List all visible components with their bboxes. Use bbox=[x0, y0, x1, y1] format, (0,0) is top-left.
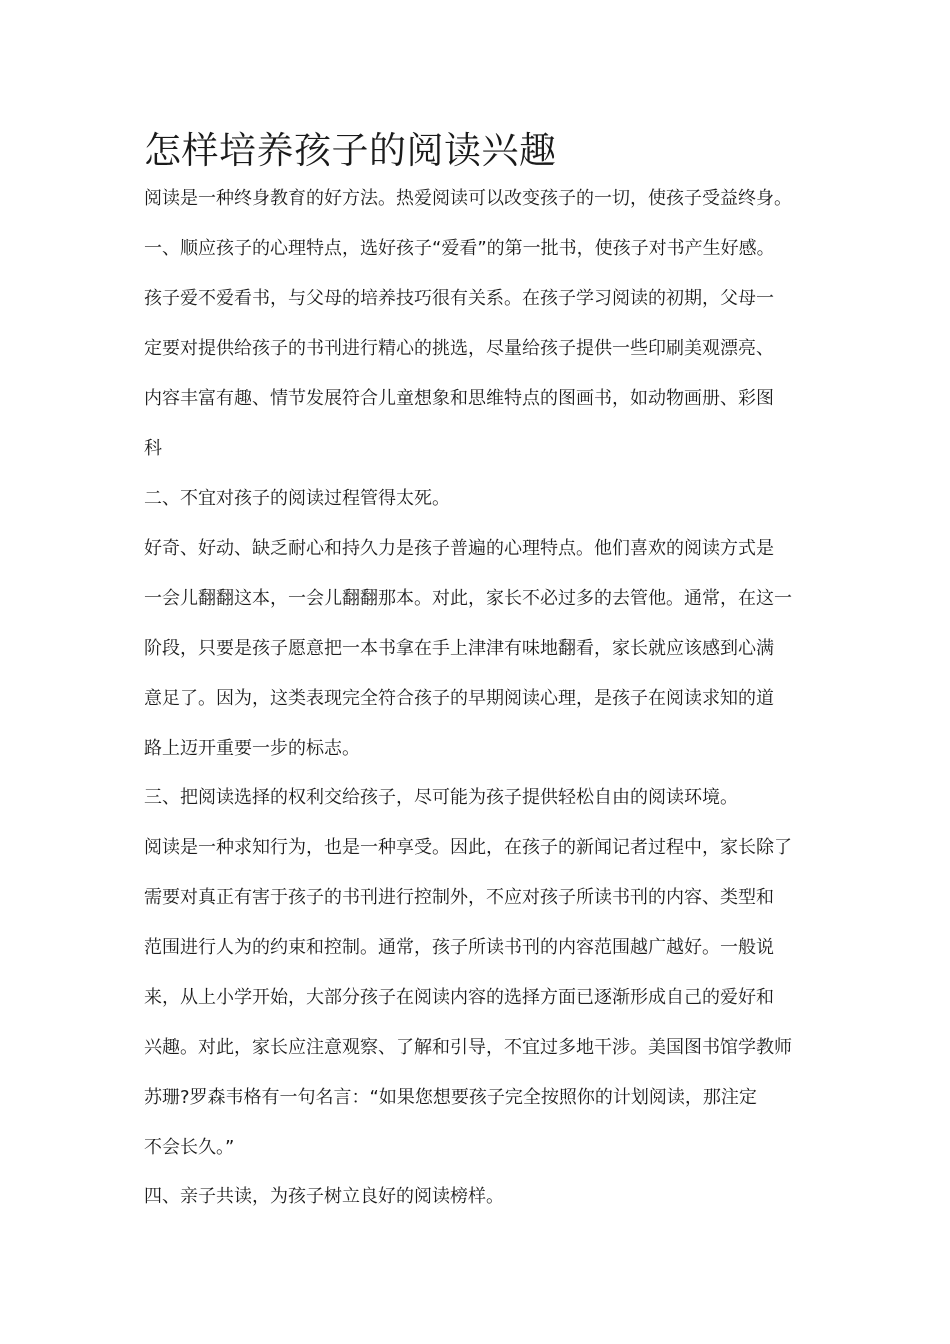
body-line: 需要对真正有害于孩子的书刊进行控制外，不应对孩子所读书刊的内容、类型和 bbox=[144, 887, 774, 908]
body-line: 科 bbox=[144, 438, 162, 459]
body-line: 内容丰富有趣、情节发展符合儿童想象和思维特点的图画书，如动物画册、彩图 bbox=[144, 388, 774, 409]
body-line: 阅读是一种求知行为，也是一种享受。因此，在孩子的新闻记者过程中，家长除了 bbox=[144, 837, 792, 858]
section-1-heading: 一、顺应孩子的心理特点，选好孩子“爱看”的第一批书，使孩子对书产生好感。 bbox=[144, 238, 775, 259]
section-2-heading: 二、不宜对孩子的阅读过程管得太死。 bbox=[144, 488, 450, 509]
body-line: 阶段，只要是孩子愿意把一本书拿在手上津津有味地翻看，家长就应该感到心满 bbox=[144, 638, 774, 659]
body-line: 孩子爱不爱看书，与父母的培养技巧很有关系。在孩子学习阅读的初期，父母一 bbox=[144, 288, 774, 309]
section-4-heading: 四、亲子共读，为孩子树立良好的阅读榜样。 bbox=[144, 1186, 504, 1207]
section-2-body bbox=[144, 524, 792, 774]
body-line: 定要对提供给孩子的书刊进行精心的挑选，尽量给孩子提供一些印刷美观漂亮、 bbox=[144, 338, 774, 359]
body-line: 路上迈开重要一步的标志。 bbox=[144, 738, 360, 759]
section-1-body bbox=[144, 274, 774, 474]
document-title: 怎样培养孩子的阅读兴趣 bbox=[144, 129, 557, 172]
body-line: 好奇、好动、缺乏耐心和持久力是孩子普遍的心理特点。他们喜欢的阅读方式是 bbox=[144, 538, 774, 559]
body-line: 苏珊?罗森韦格有一句名言：“如果您想要孩子完全按照你的计划阅读，那注定 bbox=[144, 1087, 757, 1108]
body-line: 不会长久。” bbox=[144, 1137, 235, 1158]
body-line: 意足了。因为，这类表现完全符合孩子的早期阅读心理，是孩子在阅读求知的道 bbox=[144, 688, 774, 709]
section-3-body bbox=[144, 823, 792, 1173]
intro-paragraph: 阅读是一种终身教育的好方法。热爱阅读可以改变孩子的一切，使孩子受益终身。 bbox=[144, 188, 792, 209]
section-3-heading: 三、把阅读选择的权利交给孩子，尽可能为孩子提供轻松自由的阅读环境。 bbox=[144, 787, 738, 808]
body-line: 来，从上小学开始，大部分孩子在阅读内容的选择方面已逐渐形成自己的爱好和 bbox=[144, 987, 774, 1008]
body-line: 兴趣。对此，家长应注意观察、了解和引导，不宜过多地干涉。美国图书馆学教师 bbox=[144, 1037, 792, 1058]
body-line: 一会儿翻翻这本，一会儿翻翻那本。对此，家长不必过多的去管他。通常，在这一 bbox=[144, 588, 792, 609]
body-line: 范围进行人为的约束和控制。通常，孩子所读书刊的内容范围越广越好。一般说 bbox=[144, 937, 774, 958]
